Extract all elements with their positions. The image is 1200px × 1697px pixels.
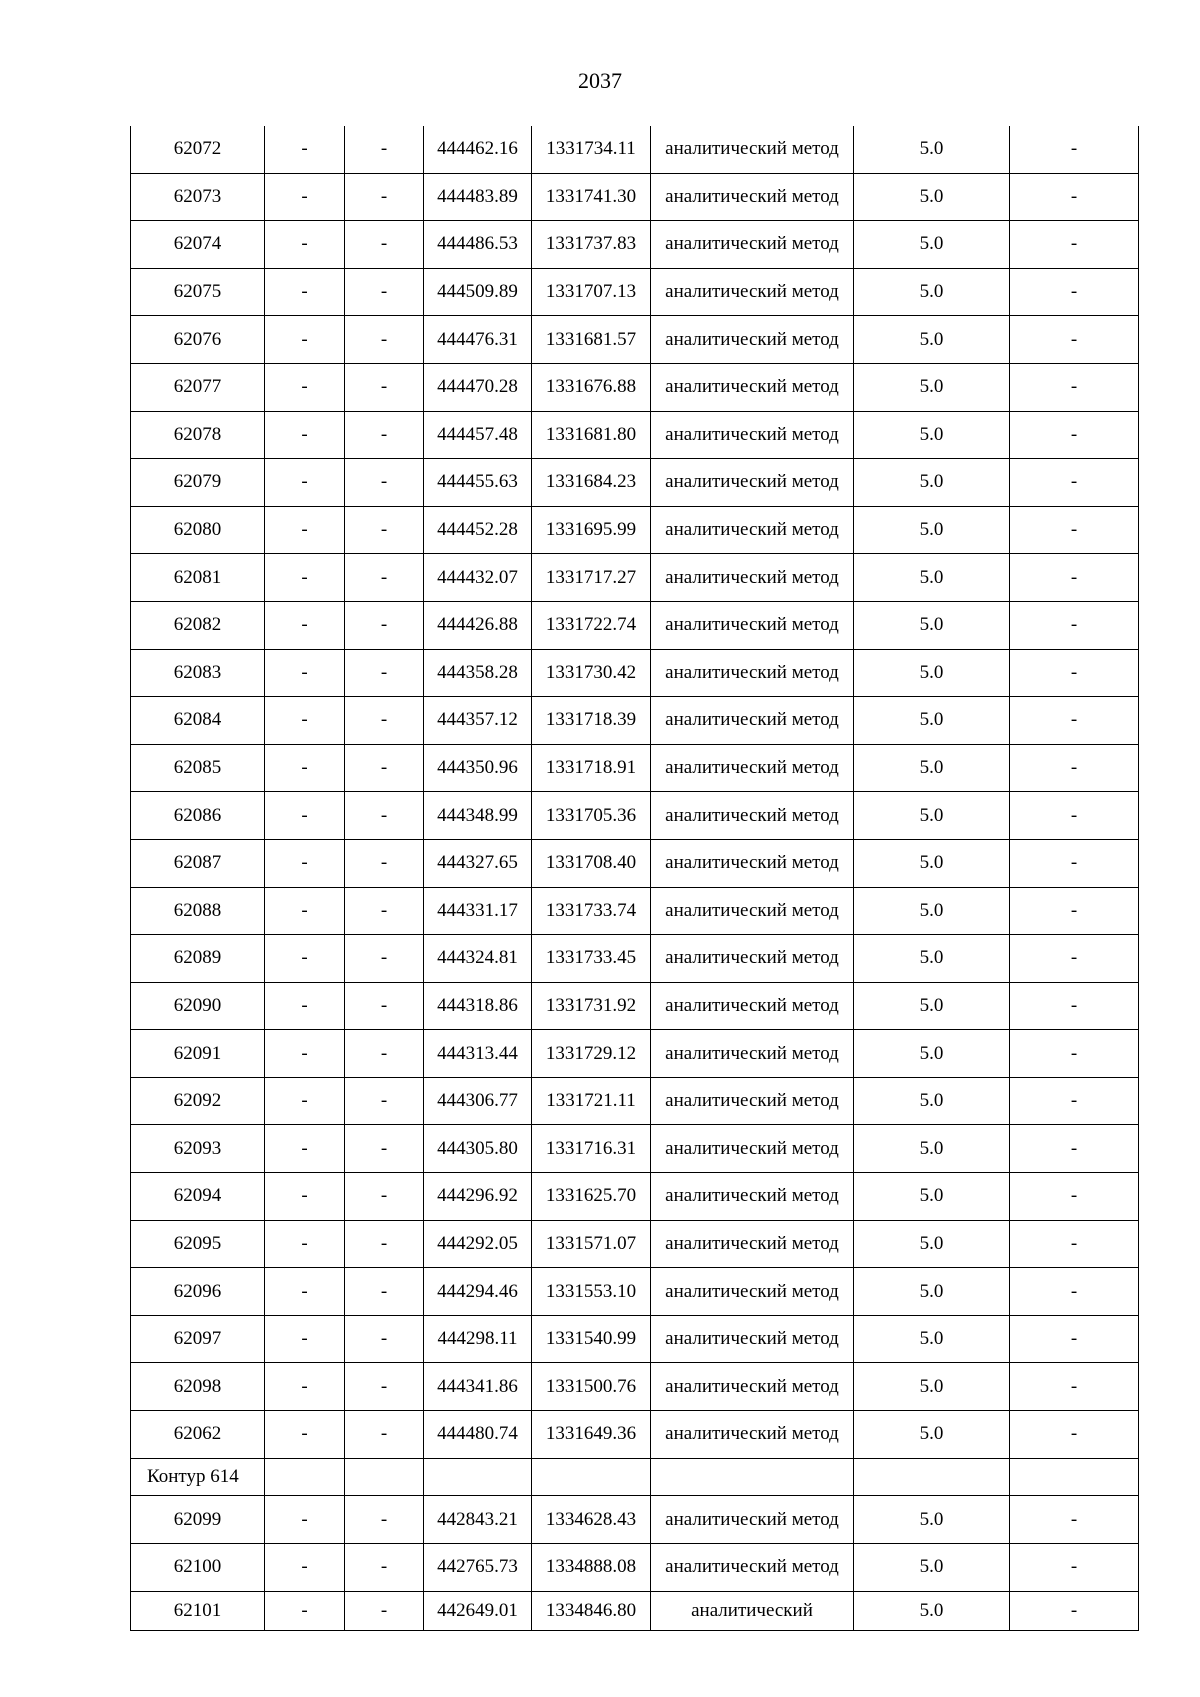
x-coordinate-cell: 444305.80 [424,1125,532,1173]
x-coordinate-cell: 444480.74 [424,1411,532,1459]
empty-cell [1010,1458,1139,1496]
method-cell: аналитический метод [651,839,854,887]
col3-cell: - [345,1030,424,1078]
table-row [131,601,1139,649]
accuracy-cell: 5.0 [854,697,1010,745]
method-cell: аналитический метод [651,1411,854,1459]
method-cell: аналитический метод [651,792,854,840]
x-coordinate-cell: 442843.21 [424,1496,532,1544]
col3-cell: - [345,839,424,887]
point-id-cell: 62090 [131,982,265,1030]
x-coordinate-cell: 444357.12 [424,697,532,745]
col3-cell: - [345,126,424,173]
point-id-cell: 62100 [131,1543,265,1591]
y-coordinate-cell: 1331695.99 [532,506,651,554]
point-id-cell: 62085 [131,744,265,792]
col3-cell: - [345,173,424,221]
point-id-cell: 62082 [131,601,265,649]
accuracy-cell: 5.0 [854,1125,1010,1173]
col2-cell: - [265,459,345,507]
method-cell: аналитический метод [651,173,854,221]
y-coordinate-cell: 1331731.92 [532,982,651,1030]
x-coordinate-cell: 442649.01 [424,1591,532,1630]
col2-cell: - [265,744,345,792]
empty-cell [651,1458,854,1496]
empty-cell [424,1458,532,1496]
point-id-cell: 62092 [131,1077,265,1125]
y-coordinate-cell: 1331733.74 [532,887,651,935]
col2-cell: - [265,839,345,887]
col3-cell: - [345,1268,424,1316]
table-row [131,792,1139,840]
point-id-cell: 62098 [131,1363,265,1411]
method-cell: аналитический метод [651,1220,854,1268]
x-coordinate-cell: 444452.28 [424,506,532,554]
accuracy-cell: 5.0 [854,839,1010,887]
accuracy-cell: 5.0 [854,1496,1010,1544]
col3-cell: - [345,1411,424,1459]
col2-cell: - [265,887,345,935]
y-coordinate-cell: 1331681.80 [532,411,651,459]
col2-cell: - [265,411,345,459]
accuracy-cell: 5.0 [854,459,1010,507]
method-cell: аналитический метод [651,411,854,459]
empty-cell [265,1458,345,1496]
col3-cell: - [345,744,424,792]
y-coordinate-cell: 1331708.40 [532,839,651,887]
col8-cell: - [1010,1030,1139,1078]
accuracy-cell: 5.0 [854,1077,1010,1125]
method-cell: аналитический метод [651,506,854,554]
method-cell: аналитический метод [651,1496,854,1544]
coordinates-table [130,126,1139,1631]
accuracy-cell: 5.0 [854,316,1010,364]
col8-cell: - [1010,316,1139,364]
x-coordinate-cell: 444292.05 [424,1220,532,1268]
point-id-cell: 62094 [131,1173,265,1221]
col8-cell: - [1010,1077,1139,1125]
table-row [131,839,1139,887]
col3-cell: - [345,363,424,411]
empty-cell [345,1458,424,1496]
x-coordinate-cell: 444426.88 [424,601,532,649]
y-coordinate-cell: 1331676.88 [532,363,651,411]
x-coordinate-cell: 444470.28 [424,363,532,411]
table-row [131,1363,1139,1411]
method-cell: аналитический метод [651,649,854,697]
accuracy-cell: 5.0 [854,1030,1010,1078]
col2-cell: - [265,363,345,411]
y-coordinate-cell: 1331717.27 [532,554,651,602]
method-cell: аналитический метод [651,459,854,507]
point-id-cell: 62072 [131,126,265,173]
x-coordinate-cell: 444341.86 [424,1363,532,1411]
method-cell: аналитический метод [651,1363,854,1411]
col2-cell: - [265,126,345,173]
x-coordinate-cell: 444476.31 [424,316,532,364]
col2-cell: - [265,935,345,983]
col2-cell: - [265,697,345,745]
col2-cell: - [265,1496,345,1544]
point-id-cell: 62089 [131,935,265,983]
table-row [131,697,1139,745]
col2-cell: - [265,1543,345,1591]
point-id-cell: 62096 [131,1268,265,1316]
col2-cell: - [265,554,345,602]
y-coordinate-cell: 1331733.45 [532,935,651,983]
col2-cell: - [265,1363,345,1411]
method-cell: аналитический метод [651,1268,854,1316]
col8-cell: - [1010,411,1139,459]
x-coordinate-cell: 444294.46 [424,1268,532,1316]
point-id-cell: 62093 [131,1125,265,1173]
x-coordinate-cell: 444358.28 [424,649,532,697]
col8-cell: - [1010,221,1139,269]
table-row [131,506,1139,554]
col2-cell: - [265,1077,345,1125]
x-coordinate-cell: 442765.73 [424,1543,532,1591]
col8-cell: - [1010,1173,1139,1221]
col8-cell: - [1010,1591,1139,1630]
col3-cell: - [345,1077,424,1125]
col8-cell: - [1010,1315,1139,1363]
accuracy-cell: 5.0 [854,173,1010,221]
col2-cell: - [265,649,345,697]
point-id-cell: 62101 [131,1591,265,1630]
col2-cell: - [265,792,345,840]
method-cell: аналитический метод [651,1077,854,1125]
accuracy-cell: 5.0 [854,1220,1010,1268]
accuracy-cell: 5.0 [854,649,1010,697]
method-cell: аналитический метод [651,1030,854,1078]
col3-cell: - [345,1220,424,1268]
col3-cell: - [345,601,424,649]
method-cell: аналитический метод [651,982,854,1030]
point-id-cell: 62087 [131,839,265,887]
col8-cell: - [1010,601,1139,649]
col2-cell: - [265,1220,345,1268]
col8-cell: - [1010,268,1139,316]
x-coordinate-cell: 444327.65 [424,839,532,887]
col8-cell: - [1010,554,1139,602]
col8-cell: - [1010,1363,1139,1411]
method-cell: аналитический метод [651,1543,854,1591]
point-id-cell: 62062 [131,1411,265,1459]
method-cell: аналитический метод [651,316,854,364]
col8-cell: - [1010,173,1139,221]
col3-cell: - [345,554,424,602]
x-coordinate-cell: 444306.77 [424,1077,532,1125]
y-coordinate-cell: 1334888.08 [532,1543,651,1591]
col8-cell: - [1010,506,1139,554]
y-coordinate-cell: 1331625.70 [532,1173,651,1221]
table-row [131,1315,1139,1363]
col8-cell: - [1010,744,1139,792]
accuracy-cell: 5.0 [854,221,1010,269]
table-row [131,411,1139,459]
col2-cell: - [265,1173,345,1221]
table-row [131,1268,1139,1316]
accuracy-cell: 5.0 [854,126,1010,173]
y-coordinate-cell: 1331734.11 [532,126,651,173]
table-row [131,363,1139,411]
method-cell: аналитический метод [651,363,854,411]
col2-cell: - [265,316,345,364]
col8-cell: - [1010,839,1139,887]
y-coordinate-cell: 1331722.74 [532,601,651,649]
col3-cell: - [345,1315,424,1363]
y-coordinate-cell: 1331707.13 [532,268,651,316]
point-id-cell: 62083 [131,649,265,697]
y-coordinate-cell: 1331649.36 [532,1411,651,1459]
table-row [131,459,1139,507]
y-coordinate-cell: 1334846.80 [532,1591,651,1630]
x-coordinate-cell: 444486.53 [424,221,532,269]
accuracy-cell: 5.0 [854,887,1010,935]
x-coordinate-cell: 444350.96 [424,744,532,792]
y-coordinate-cell: 1331705.36 [532,792,651,840]
accuracy-cell: 5.0 [854,268,1010,316]
accuracy-cell: 5.0 [854,1268,1010,1316]
col2-cell: - [265,601,345,649]
table-row [131,268,1139,316]
point-id-cell: 62088 [131,887,265,935]
method-cell: аналитический метод [651,935,854,983]
col8-cell: - [1010,935,1139,983]
table-row [131,1591,1139,1630]
col8-cell: - [1010,1220,1139,1268]
col3-cell: - [345,221,424,269]
col2-cell: - [265,268,345,316]
method-cell: аналитический метод [651,126,854,173]
y-coordinate-cell: 1331716.31 [532,1125,651,1173]
table-row [131,1077,1139,1125]
accuracy-cell: 5.0 [854,601,1010,649]
col3-cell: - [345,649,424,697]
col2-cell: - [265,1591,345,1630]
table-row [131,1030,1139,1078]
y-coordinate-cell: 1331721.11 [532,1077,651,1125]
accuracy-cell: 5.0 [854,1543,1010,1591]
x-coordinate-cell: 444432.07 [424,554,532,602]
method-cell: аналитический метод [651,1125,854,1173]
accuracy-cell: 5.0 [854,744,1010,792]
table-row [131,1125,1139,1173]
y-coordinate-cell: 1331500.76 [532,1363,651,1411]
table-row [131,649,1139,697]
method-cell: аналитический [651,1591,854,1630]
accuracy-cell: 5.0 [854,1411,1010,1459]
col2-cell: - [265,221,345,269]
method-cell: аналитический метод [651,221,854,269]
x-coordinate-cell: 444331.17 [424,887,532,935]
col8-cell: - [1010,1125,1139,1173]
accuracy-cell: 5.0 [854,554,1010,602]
y-coordinate-cell: 1331737.83 [532,221,651,269]
col8-cell: - [1010,363,1139,411]
table-row [131,1220,1139,1268]
col3-cell: - [345,506,424,554]
col3-cell: - [345,1543,424,1591]
col8-cell: - [1010,459,1139,507]
col3-cell: - [345,887,424,935]
table-row [131,316,1139,364]
point-id-cell: 62086 [131,792,265,840]
col2-cell: - [265,982,345,1030]
accuracy-cell: 5.0 [854,935,1010,983]
y-coordinate-cell: 1331540.99 [532,1315,651,1363]
point-id-cell: 62081 [131,554,265,602]
table-row [131,982,1139,1030]
accuracy-cell: 5.0 [854,506,1010,554]
table-row [131,935,1139,983]
y-coordinate-cell: 1331571.07 [532,1220,651,1268]
col8-cell: - [1010,1543,1139,1591]
x-coordinate-cell: 444509.89 [424,268,532,316]
table-row [131,744,1139,792]
method-cell: аналитический метод [651,554,854,602]
y-coordinate-cell: 1331730.42 [532,649,651,697]
method-cell: аналитический метод [651,601,854,649]
method-cell: аналитический метод [651,1173,854,1221]
empty-cell [532,1458,651,1496]
y-coordinate-cell: 1331741.30 [532,173,651,221]
col3-cell: - [345,792,424,840]
col8-cell: - [1010,1411,1139,1459]
x-coordinate-cell: 444455.63 [424,459,532,507]
point-id-cell: 62073 [131,173,265,221]
x-coordinate-cell: 444348.99 [424,792,532,840]
col3-cell: - [345,1173,424,1221]
point-id-cell: 62091 [131,1030,265,1078]
table-row [131,173,1139,221]
x-coordinate-cell: 444457.48 [424,411,532,459]
col2-cell: - [265,1030,345,1078]
col8-cell: - [1010,649,1139,697]
col8-cell: - [1010,887,1139,935]
x-coordinate-cell: 444296.92 [424,1173,532,1221]
table-body [131,126,1139,1630]
col3-cell: - [345,316,424,364]
y-coordinate-cell: 1331553.10 [532,1268,651,1316]
col8-cell: - [1010,126,1139,173]
accuracy-cell: 5.0 [854,1173,1010,1221]
col2-cell: - [265,1268,345,1316]
method-cell: аналитический метод [651,1315,854,1363]
point-id-cell: 62079 [131,459,265,507]
point-id-cell: 62099 [131,1496,265,1544]
col8-cell: - [1010,982,1139,1030]
y-coordinate-cell: 1331684.23 [532,459,651,507]
col2-cell: - [265,1315,345,1363]
accuracy-cell: 5.0 [854,1363,1010,1411]
accuracy-cell: 5.0 [854,792,1010,840]
x-coordinate-cell: 444313.44 [424,1030,532,1078]
table-row [131,1173,1139,1221]
point-id-cell: 62095 [131,1220,265,1268]
method-cell: аналитический метод [651,887,854,935]
table-row [131,554,1139,602]
contour-label: Контур 614 [131,1458,265,1496]
table-row [131,1543,1139,1591]
accuracy-cell: 5.0 [854,1315,1010,1363]
point-id-cell: 62075 [131,268,265,316]
accuracy-cell: 5.0 [854,982,1010,1030]
table-row [131,1496,1139,1544]
col2-cell: - [265,1411,345,1459]
x-coordinate-cell: 444483.89 [424,173,532,221]
table-row [131,126,1139,173]
table-row [131,887,1139,935]
col2-cell: - [265,1125,345,1173]
col3-cell: - [345,411,424,459]
col3-cell: - [345,982,424,1030]
col8-cell: - [1010,697,1139,745]
point-id-cell: 62097 [131,1315,265,1363]
col3-cell: - [345,697,424,745]
accuracy-cell: 5.0 [854,1591,1010,1630]
x-coordinate-cell: 444324.81 [424,935,532,983]
point-id-cell: 62080 [131,506,265,554]
empty-cell [854,1458,1010,1496]
col3-cell: - [345,1591,424,1630]
point-id-cell: 62077 [131,363,265,411]
table-row [131,1411,1139,1459]
col8-cell: - [1010,792,1139,840]
table-row [131,221,1139,269]
y-coordinate-cell: 1331718.39 [532,697,651,745]
method-cell: аналитический метод [651,268,854,316]
x-coordinate-cell: 444462.16 [424,126,532,173]
col3-cell: - [345,1363,424,1411]
method-cell: аналитический метод [651,697,854,745]
x-coordinate-cell: 444298.11 [424,1315,532,1363]
point-id-cell: 62074 [131,221,265,269]
method-cell: аналитический метод [651,744,854,792]
page-number: 2037 [578,68,622,93]
col3-cell: - [345,459,424,507]
y-coordinate-cell: 1331681.57 [532,316,651,364]
col8-cell: - [1010,1496,1139,1544]
col3-cell: - [345,1125,424,1173]
col3-cell: - [345,935,424,983]
y-coordinate-cell: 1331729.12 [532,1030,651,1078]
col3-cell: - [345,1496,424,1544]
x-coordinate-cell: 444318.86 [424,982,532,1030]
col2-cell: - [265,173,345,221]
col8-cell: - [1010,1268,1139,1316]
col3-cell: - [345,268,424,316]
y-coordinate-cell: 1334628.43 [532,1496,651,1544]
accuracy-cell: 5.0 [854,411,1010,459]
accuracy-cell: 5.0 [854,363,1010,411]
point-id-cell: 62078 [131,411,265,459]
contour-header-row [131,1458,1139,1496]
y-coordinate-cell: 1331718.91 [532,744,651,792]
col2-cell: - [265,506,345,554]
point-id-cell: 62076 [131,316,265,364]
point-id-cell: 62084 [131,697,265,745]
